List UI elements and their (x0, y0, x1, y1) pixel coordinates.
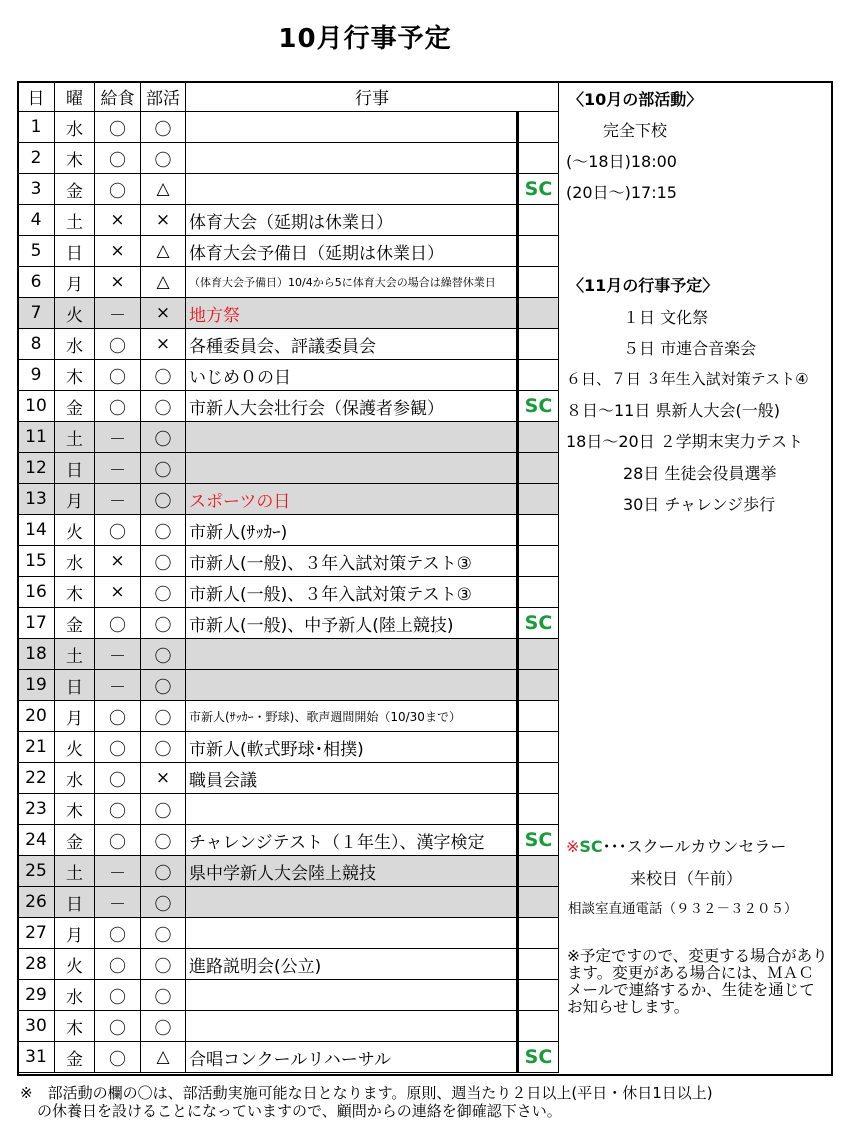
club-cell: 〇 (141, 949, 186, 980)
event-cell: 県中学新人大会陸上競技 (186, 856, 518, 887)
sc-cell: SC (518, 825, 559, 856)
lunch-cell: × (95, 546, 141, 577)
day-cell: 21 (18, 732, 55, 763)
day-cell: 31 (18, 1042, 55, 1073)
club-cell: 〇 (141, 980, 186, 1011)
day-cell: 12 (18, 453, 55, 484)
lunch-cell: － (95, 484, 141, 515)
event-cell: 市新人(軟式野球･相撲) (186, 732, 518, 763)
day-cell: 9 (18, 360, 55, 391)
lunch-cell: 〇 (95, 980, 141, 1011)
day-cell: 22 (18, 763, 55, 794)
weekday-cell: 木 (55, 143, 95, 174)
weekday-cell: 日 (55, 453, 95, 484)
lunch-cell: × (95, 236, 141, 267)
club-cell: △ (141, 267, 186, 298)
weekday-cell: 水 (55, 763, 95, 794)
sc-note-mark: ※ (566, 837, 580, 856)
club-cell: 〇 (141, 391, 186, 422)
club-line2: (～18日)18:00 (566, 152, 677, 171)
lunch-cell: － (95, 298, 141, 329)
lunch-cell: 〇 (95, 608, 141, 639)
event-cell: 市新人(ｻｯｶｰ・野球)、歌声週間開始（10/30まで） (186, 701, 518, 732)
event-cell: 各種委員会、評議委員会 (186, 329, 518, 360)
lunch-cell: × (95, 205, 141, 236)
weekday-cell: 火 (55, 515, 95, 546)
event-cell: 市新人(一般)、中予新人(陸上競技) (186, 608, 518, 639)
club-cell: 〇 (141, 639, 186, 670)
page-title: 10月行事予定 (278, 24, 452, 54)
weekday-cell: 水 (55, 980, 95, 1011)
day-cell: 17 (18, 608, 55, 639)
club-cell: 〇 (141, 112, 186, 143)
weekday-cell: 日 (55, 236, 95, 267)
club-cell: 〇 (141, 732, 186, 763)
day-cell: 28 (18, 949, 55, 980)
nov-item: 30日 チャレンジ歩行 (623, 495, 776, 514)
nov-item: ８日～11日 県新人大会(一般) (566, 401, 780, 420)
club-cell: 〇 (141, 701, 186, 732)
event-cell: （体育大会予備日）10/4から5に体育大会の場合は繰替休業日 (186, 267, 518, 298)
weekday-cell: 土 (55, 856, 95, 887)
lunch-cell: － (95, 856, 141, 887)
footnote-line1: ※ 部活動の欄の〇は、部活動実施可能な日となります。原則、週当たり２日以上(平日・休日1日以上) (20, 1084, 713, 1102)
weekday-cell: 月 (55, 267, 95, 298)
event-cell: 市新人(一般)、３年入試対策テスト③ (186, 546, 518, 577)
lunch-cell: 〇 (95, 143, 141, 174)
club-cell: × (141, 298, 186, 329)
event-cell: 市新人(一般)、３年入試対策テスト③ (186, 577, 518, 608)
club-cell: 〇 (141, 608, 186, 639)
lunch-cell: 〇 (95, 329, 141, 360)
day-cell: 4 (18, 205, 55, 236)
lunch-cell: 〇 (95, 1011, 141, 1042)
day-cell: 27 (18, 918, 55, 949)
weekday-cell: 月 (55, 701, 95, 732)
day-cell: 7 (18, 298, 55, 329)
day-cell: 20 (18, 701, 55, 732)
day-cell: 8 (18, 329, 55, 360)
lunch-cell: － (95, 422, 141, 453)
lunch-cell: 〇 (95, 1042, 141, 1073)
weekday-cell: 木 (55, 794, 95, 825)
day-cell: 23 (18, 794, 55, 825)
lunch-cell: － (95, 670, 141, 701)
nov-heading: 〈11月の行事予定〉 (568, 276, 719, 295)
club-cell: 〇 (141, 856, 186, 887)
weekday-cell: 火 (55, 732, 95, 763)
club-cell: 〇 (141, 825, 186, 856)
day-cell: 19 (18, 670, 55, 701)
day-cell: 2 (18, 143, 55, 174)
day-cell: 24 (18, 825, 55, 856)
event-cell: 職員会議 (186, 763, 518, 794)
event-cell: 進路説明会(公立) (186, 949, 518, 980)
day-cell: 13 (18, 484, 55, 515)
club-heading: 〈10月の部活動〉 (568, 90, 703, 109)
lunch-cell: 〇 (95, 112, 141, 143)
day-cell: 30 (18, 1011, 55, 1042)
day-cell: 1 (18, 112, 55, 143)
weekday-cell: 火 (55, 949, 95, 980)
day-cell: 14 (18, 515, 55, 546)
event-cell: いじめ０の日 (186, 360, 518, 391)
day-cell: 3 (18, 174, 55, 205)
lunch-cell: 〇 (95, 391, 141, 422)
event-cell: 体育大会（延期は休業日） (186, 205, 518, 236)
day-cell: 26 (18, 887, 55, 918)
club-cell: × (141, 329, 186, 360)
sc-note-sc: SC (579, 837, 603, 856)
weekday-cell: 火 (55, 298, 95, 329)
sc-cell: SC (518, 174, 559, 205)
club-cell: 〇 (141, 360, 186, 391)
club-cell: 〇 (141, 143, 186, 174)
schedule-frame (17, 81, 833, 1076)
weekday-cell: 日 (55, 670, 95, 701)
weekday-cell: 水 (55, 329, 95, 360)
nov-item: １日 文化祭 (623, 308, 709, 327)
sc-cell: SC (518, 1042, 559, 1073)
header-club: 部活 (141, 82, 186, 112)
nov-item: 18日～20日 ２学期末実力テスト (566, 432, 804, 451)
lunch-cell: × (95, 267, 141, 298)
weekday-cell: 水 (55, 112, 95, 143)
weekday-cell: 金 (55, 391, 95, 422)
weekday-cell: 日 (55, 887, 95, 918)
weekday-cell: 水 (55, 546, 95, 577)
weekday-cell: 月 (55, 484, 95, 515)
sc-note-text: ･･･スクールカウンセラー (602, 837, 787, 856)
nov-item: 28日 生徒会役員選挙 (623, 464, 777, 483)
header-lunch: 給食 (95, 82, 141, 112)
club-cell: 〇 (141, 794, 186, 825)
event-cell: 市新人大会壮行会（保護者参観） (186, 391, 518, 422)
weekday-cell: 土 (55, 422, 95, 453)
day-cell: 15 (18, 546, 55, 577)
sc-note-line3: 相談室直通電話（９３２－３２０５） (568, 901, 798, 917)
sc-note (566, 834, 786, 857)
lunch-cell: 〇 (95, 794, 141, 825)
header-event: 行事 (186, 82, 559, 112)
lunch-cell: 〇 (95, 763, 141, 794)
event-cell: 市新人(ｻｯｶｰ) (186, 515, 518, 546)
header-weekday: 曜 (55, 82, 95, 112)
lunch-cell: － (95, 639, 141, 670)
lunch-cell: 〇 (95, 360, 141, 391)
club-cell: 〇 (141, 422, 186, 453)
day-cell: 29 (18, 980, 55, 1011)
lunch-cell: 〇 (95, 825, 141, 856)
header-day: 日 (18, 82, 55, 112)
day-cell: 16 (18, 577, 55, 608)
weekday-cell: 土 (55, 639, 95, 670)
nov-item: ５日 市連合音楽会 (623, 339, 757, 358)
club-cell: × (141, 205, 186, 236)
event-cell: スポーツの日 (186, 484, 518, 515)
day-cell: 18 (18, 639, 55, 670)
nov-item: ６日、７日 ３年生入試対策テスト④ (566, 370, 809, 388)
event-cell: 合唱コンクールリハーサル (186, 1042, 518, 1073)
club-cell: △ (141, 1042, 186, 1073)
day-cell: 10 (18, 391, 55, 422)
weekday-cell: 金 (55, 608, 95, 639)
club-cell: 〇 (141, 1011, 186, 1042)
lunch-cell: × (95, 577, 141, 608)
weekday-cell: 金 (55, 825, 95, 856)
day-cell: 5 (18, 236, 55, 267)
club-cell: 〇 (141, 484, 186, 515)
weekday-cell: 金 (55, 1042, 95, 1073)
club-line3: (20日～)17:15 (566, 183, 677, 202)
club-cell: 〇 (141, 515, 186, 546)
lunch-cell: 〇 (95, 174, 141, 205)
weekday-cell: 木 (55, 577, 95, 608)
club-cell: 〇 (141, 918, 186, 949)
sc-note-line2: 来校日（午前） (630, 869, 743, 888)
weekday-cell: 金 (55, 174, 95, 205)
club-cell: 〇 (141, 546, 186, 577)
change-notice: ※予定ですので、変更する場合があります。変更がある場合には、ＭＡＣメールで連絡するか、生徒を通じてお知らせします。 (567, 947, 828, 1016)
footnote-line2: の休養日を設けることになっていますので、顧問からの連絡を御確認下さい。 (37, 1102, 562, 1120)
footnote (20, 1084, 840, 1120)
club-line1: 完全下校 (603, 121, 668, 140)
club-cell: 〇 (141, 670, 186, 701)
sc-cell: SC (518, 391, 559, 422)
weekday-cell: 木 (55, 1011, 95, 1042)
event-cell: チャレンジテスト（１年生）、漢字検定 (186, 825, 518, 856)
weekday-cell: 月 (55, 918, 95, 949)
event-cell: 地方祭 (186, 298, 518, 329)
lunch-cell: 〇 (95, 949, 141, 980)
day-cell: 6 (18, 267, 55, 298)
club-cell: △ (141, 236, 186, 267)
club-cell: △ (141, 174, 186, 205)
club-cell: 〇 (141, 887, 186, 918)
club-cell: 〇 (141, 577, 186, 608)
sc-cell: SC (518, 608, 559, 639)
day-cell: 25 (18, 856, 55, 887)
lunch-cell: － (95, 887, 141, 918)
club-cell: 〇 (141, 453, 186, 484)
lunch-cell: 〇 (95, 515, 141, 546)
weekday-cell: 土 (55, 205, 95, 236)
day-cell: 11 (18, 422, 55, 453)
lunch-cell: 〇 (95, 732, 141, 763)
club-cell: × (141, 763, 186, 794)
lunch-cell: 〇 (95, 918, 141, 949)
event-cell: 体育大会予備日（延期は休業日） (186, 236, 518, 267)
lunch-cell: － (95, 453, 141, 484)
weekday-cell: 木 (55, 360, 95, 391)
lunch-cell: 〇 (95, 701, 141, 732)
